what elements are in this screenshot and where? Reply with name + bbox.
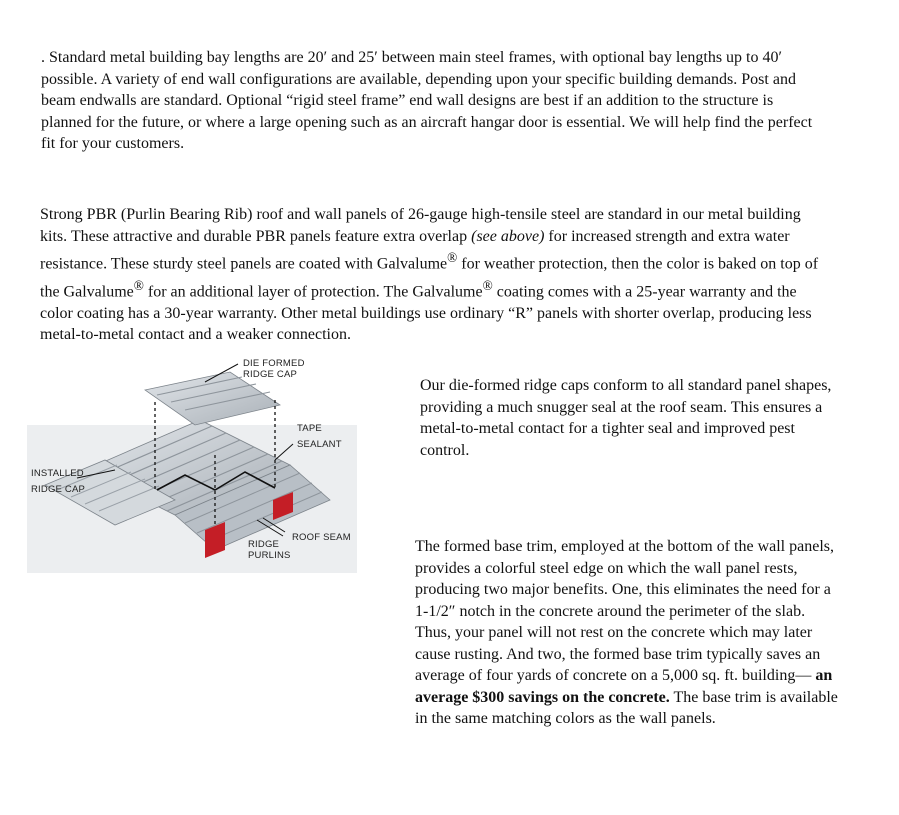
pbr-text-5: coating comes with a 25-year warranty and the color coating has a 30-year warranty. Other metal buildings use ordinary “R” panels with shorter overlap, producing less metal-to-metal contact and a weaker connection. [40, 283, 812, 344]
bay-lengths-paragraph: . Standard metal building bay lengths are 20′ and 25′ between main steel frames, with optional bay lengths up to 40′ possible. A variety of end wall configurations are available, depending upon your specific building demands. Post and beam endwalls are standard. Optional “rigid steel frame” end wall designs are best if an addition to the structure is planned for the future, or where a large opening such as an aircraft hangar door is essential. We will help find the perfect fit for your customers. [41, 49, 813, 152]
pbr-text-1: Strong PBR (Purlin Bearing Rib) roof and wall panels of 26-gauge high-tensile steel are standard in our metal building kits. These attractive and durable PBR panels feature extra overlap [40, 206, 801, 245]
registered-mark: ® [133, 277, 144, 293]
label-line: SEALANT [297, 439, 342, 450]
ridge-purlins-label [248, 539, 291, 561]
label-line: INSTALLED [31, 468, 84, 479]
label-line: RIDGE CAP [243, 369, 298, 380]
label-line: PURLINS [248, 550, 291, 561]
base-trim-paragraph [415, 536, 840, 730]
base-trim-text-1: The formed base trim, employed at the bottom of the wall panels, provides a colorful steel edge on which the wall panel rests, producing two major benefits. One, this eliminates the need for a 1-1/2″ notch in the concrete around the perimeter of the slab. Thus, your panel will not rest on the concrete which may later cause rusting. And two, the formed base trim typically saves an average of four yards of concrete on a 5,000 sq. ft. building— [415, 538, 834, 684]
label-line: RIDGE [248, 539, 280, 550]
label-line: TAPE [297, 423, 322, 434]
ridge-caps-paragraph: Our die-formed ridge caps conform to all standard panel shapes, providing a much snugger seal at the roof seam. This ensures a metal-to-metal contact for a tighter seal and improved pest control. [420, 377, 832, 459]
die-formed-ridge-cap-label [243, 358, 305, 380]
pbr-panels-paragraph [40, 204, 830, 346]
pbr-text-4: for an additional layer of protection. The Galvalume [143, 283, 483, 301]
see-above-text: (see above) [471, 227, 545, 245]
tape-sealant-label [297, 423, 342, 450]
pbr-text-3: for weather protection, then the color is baked on top of the Galvalume [40, 255, 819, 301]
pbr-text-2: for increased strength and extra water resistance. These sturdy steel panels are coated with Galvalume [40, 227, 790, 273]
base-trim-text-2: The base trim is available in the same matching colors as the wall panels. [415, 688, 838, 727]
registered-mark: ® [447, 250, 458, 265]
label-line: RIDGE CAP [31, 484, 86, 495]
label-line: DIE FORMED [243, 358, 305, 369]
ridge-cap-illustration [25, 350, 365, 580]
roof-seam-label: ROOF SEAM [292, 532, 351, 543]
ridge-cap-diagram [25, 350, 365, 580]
registered-mark: ® [482, 277, 493, 293]
savings-highlight: an average $300 savings on the concrete. [415, 667, 833, 706]
installed-ridge-cap-label [31, 468, 85, 495]
